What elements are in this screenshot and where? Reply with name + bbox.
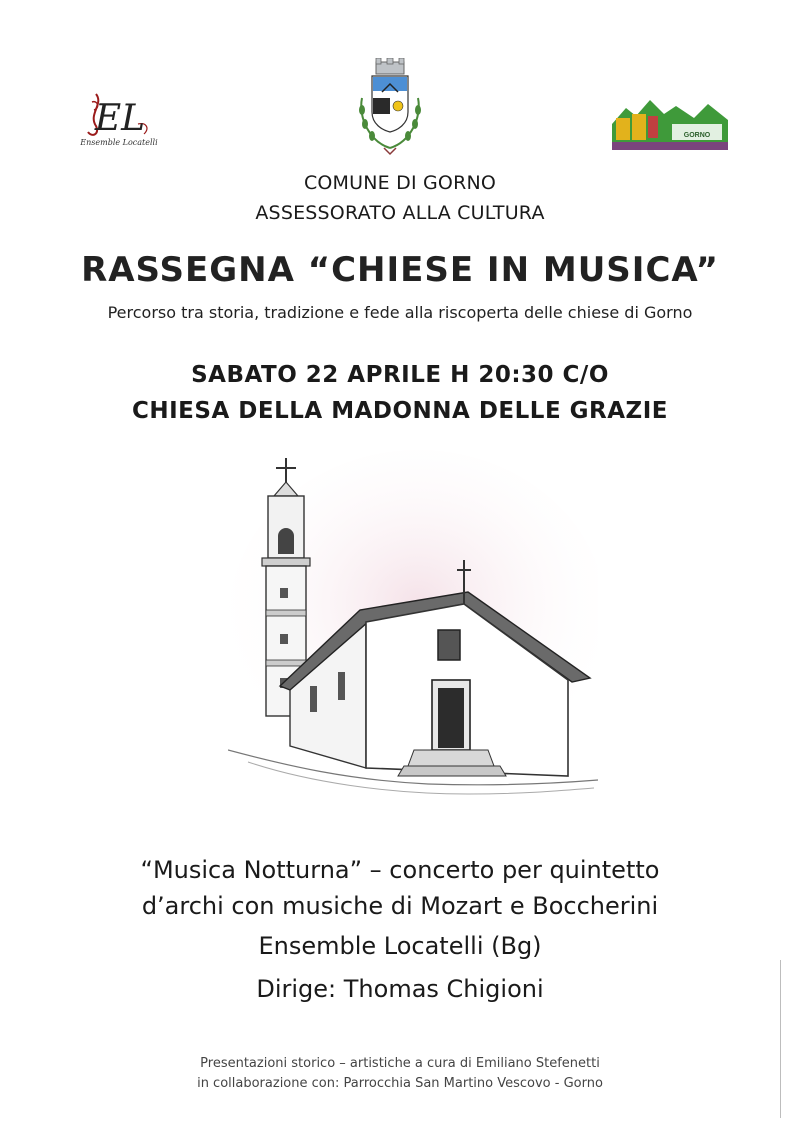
gorno-logo-text: GORNO	[683, 132, 711, 139]
event-venue: CHIESA DELLA MADONNA DELLE GRAZIE	[132, 398, 668, 424]
comune-heading: COMUNE DI GORNO	[303, 172, 497, 194]
event-subtitle: Percorso tra storia, tradizione e fede alla riscoperta delle chiese di Gorno	[107, 303, 693, 322]
ensemble-logo-letters: EL	[94, 98, 146, 139]
event-title: RASSEGNA “CHIESE IN MUSICA”	[81, 250, 719, 290]
church-illustration	[228, 450, 598, 820]
concert-description-line2: d’archi con musiche di Mozart e Boccherini	[141, 892, 659, 920]
director-name: Dirige: Thomas Chigioni	[256, 975, 544, 1003]
comune-crest-emblem	[352, 58, 428, 158]
event-date-time: SABATO 22 APRILE H 20:30 C/O	[191, 362, 609, 388]
gorno-museum-logo	[612, 96, 728, 150]
footer-collaborazione: in collaborazione con: Parrocchia San Martino Vescovo - Gorno	[197, 1076, 603, 1091]
scan-edge-line	[780, 960, 781, 1118]
performer-name: Ensemble Locatelli (Bg)	[258, 932, 542, 960]
footer-presentazioni: Presentazioni storico – artistiche a cura di Emiliano Stefenetti	[200, 1056, 600, 1071]
ensemble-logo-caption: Ensemble Locatelli	[80, 138, 158, 147]
concert-description-line1: “Musica Notturna” – concerto per quintetto	[140, 856, 660, 884]
ensemble-logo-mark	[78, 88, 160, 144]
assessorato-heading: ASSESSORATO ALLA CULTURA	[255, 202, 545, 224]
ensemble-locatelli-logo	[78, 88, 160, 156]
